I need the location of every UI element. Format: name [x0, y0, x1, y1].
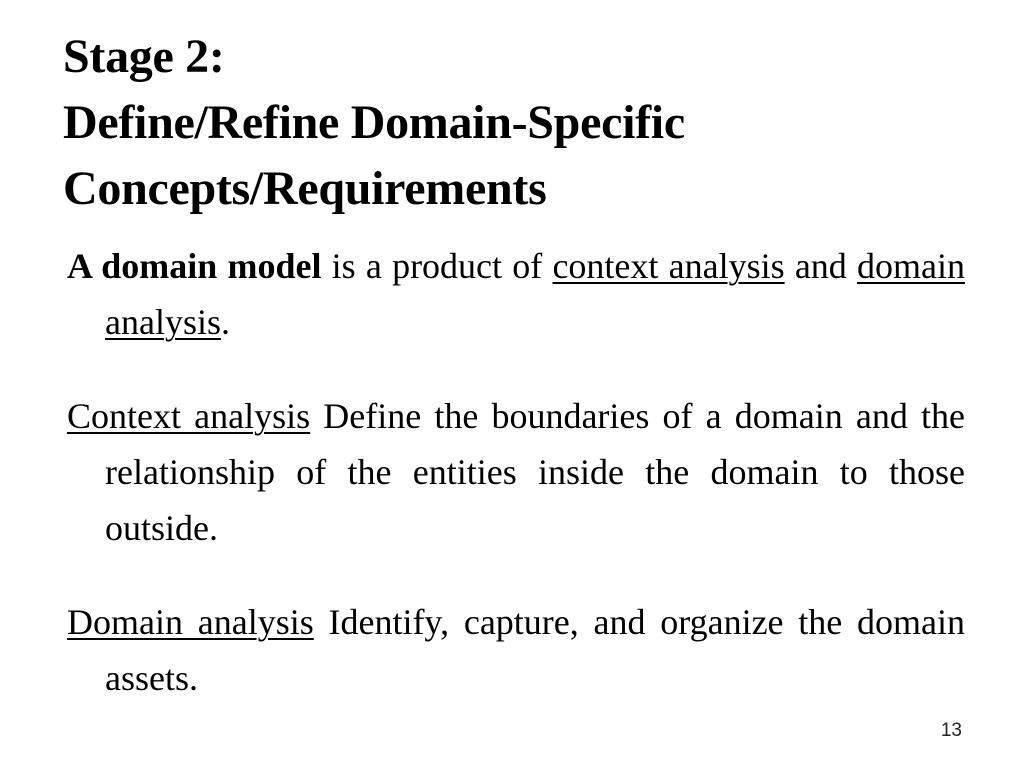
- paragraph-text: .: [220, 302, 230, 342]
- slide-title: [63, 24, 963, 222]
- domain-analysis-definition: Identify, capture, and organize the domain assets.: [105, 602, 965, 698]
- context-analysis-paragraph: [67, 388, 965, 556]
- context-analysis-term: context analysis: [552, 246, 785, 286]
- page-number: 13: [940, 720, 962, 741]
- context-analysis-definition: Define the boundaries of a domain and the relationship of the entities inside the domain to those outside.: [105, 396, 965, 548]
- paragraph-text: is a product of: [321, 246, 553, 286]
- domain-model-term: A domain model: [67, 246, 322, 286]
- context-analysis-heading: Context analysis: [67, 396, 311, 436]
- title-line-1: Stage 2:: [63, 30, 225, 83]
- title-line-3: Concepts/Requirements: [63, 162, 547, 215]
- domain-analysis-paragraph: [67, 594, 965, 706]
- title-line-2: Define/Refine Domain-Specific: [63, 96, 685, 149]
- paragraph-text: and: [784, 246, 858, 286]
- domain-model-paragraph: [67, 238, 965, 350]
- domain-analysis-term: domain analysis: [105, 246, 965, 342]
- domain-analysis-heading: Domain analysis: [67, 602, 314, 642]
- slide-body: [67, 238, 965, 706]
